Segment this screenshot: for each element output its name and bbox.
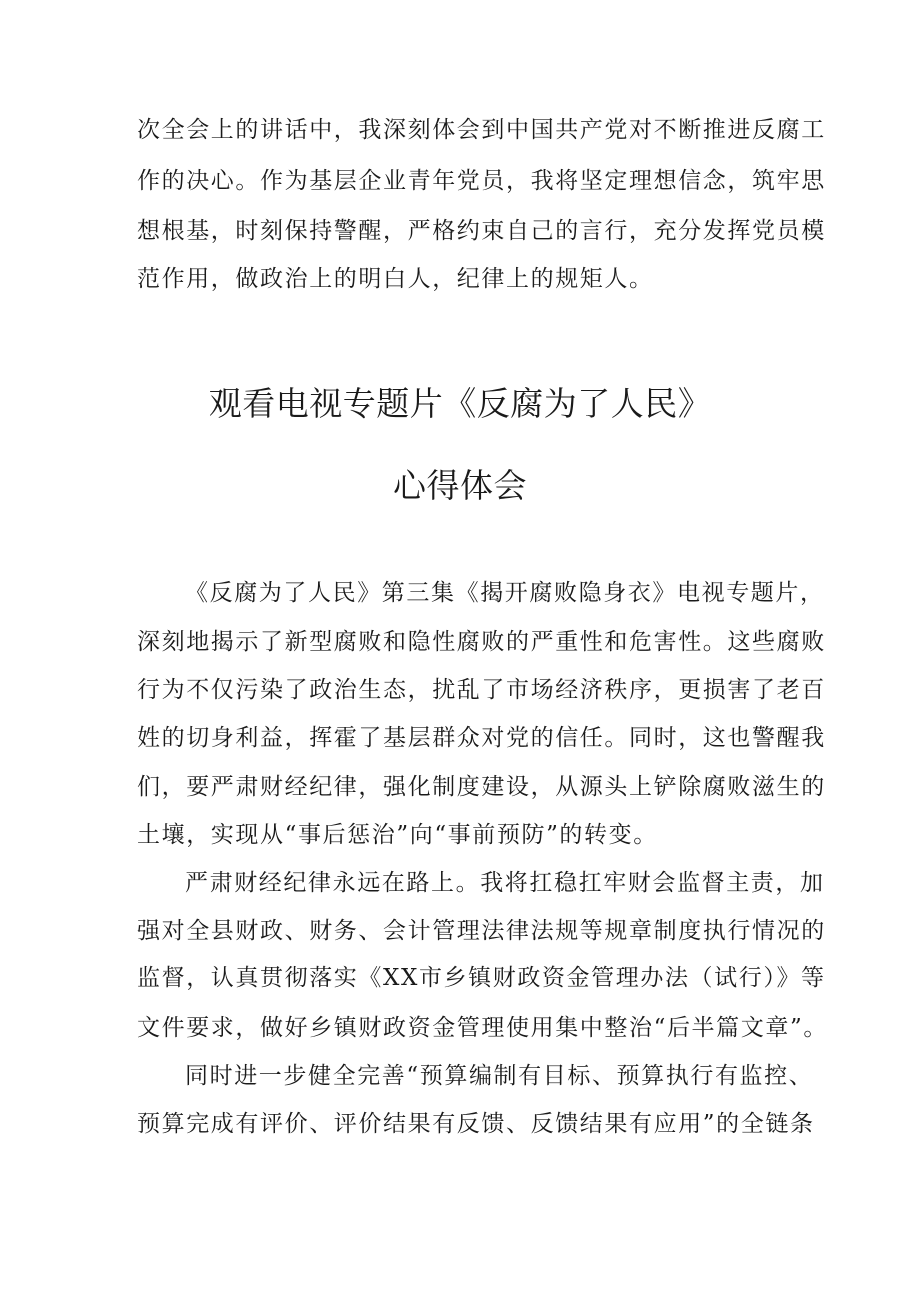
document-title-line-1: 观看电视专题片《反腐为了人民》 bbox=[208, 384, 712, 423]
paragraph-1-line-1: 《反腐为了人民》第三集《揭开腐败隐身衣》电视专题片， bbox=[185, 580, 825, 606]
continuation-line-4: 范作用，做政治上的明白人，纪律上的规矩人。 bbox=[137, 266, 654, 292]
paragraph-2-line-4: 文件要求，做好乡镇财政资金管理使用集中整治“后半篇文章”。 bbox=[137, 1015, 828, 1041]
paragraph-1-line-6: 土壤，实现从“事后惩治”向“事前预防”的转变。 bbox=[137, 822, 658, 848]
continuation-line-1: 次全会上的讲话中，我深刻体会到中国共产党对不断推进反腐工 bbox=[137, 117, 826, 143]
paragraph-2-line-3: 监督，认真贯彻落实《XX市乡镇财政资金管理办法（试行）》等 bbox=[137, 965, 826, 991]
paragraph-2-line-1: 严肃财经纪律永远在路上。我将扛稳扛牢财会监督主责，加 bbox=[185, 870, 825, 896]
paragraph-1-line-4: 姓的切身利益，挥霍了基层群众对党的信任。同时，这也警醒我 bbox=[137, 725, 826, 751]
continuation-line-2: 作的决心。作为基层企业青年党员，我将坚定理想信念，筑牢思 bbox=[137, 168, 826, 194]
paragraph-2-line-2: 强对全县财政、财务、会计管理法律法规等规章制度执行情况的 bbox=[137, 918, 826, 944]
paragraph-1-line-5: 们，要严肃财经纪律，强化制度建设，从源头上铲除腐败滋生的 bbox=[137, 774, 826, 800]
paragraph-3-line-2: 预算完成有评价、评价结果有反馈、反馈结果有应用”的全链条 bbox=[137, 1111, 815, 1137]
document-title-line-2: 心得体会 bbox=[393, 466, 527, 505]
paragraph-3-line-1: 同时进一步健全完善“预算编制有目标、预算执行有监控、 bbox=[185, 1063, 814, 1089]
paragraph-1-line-3: 行为不仅污染了政治生态，扰乱了市场经济秩序，更损害了老百 bbox=[137, 677, 826, 703]
continuation-line-3: 想根基，时刻保持警醒，严格约束自己的言行，充分发挥党员模 bbox=[137, 218, 826, 244]
paragraph-1-line-2: 深刻地揭示了新型腐败和隐性腐败的严重性和危害性。这些腐败 bbox=[137, 629, 826, 655]
